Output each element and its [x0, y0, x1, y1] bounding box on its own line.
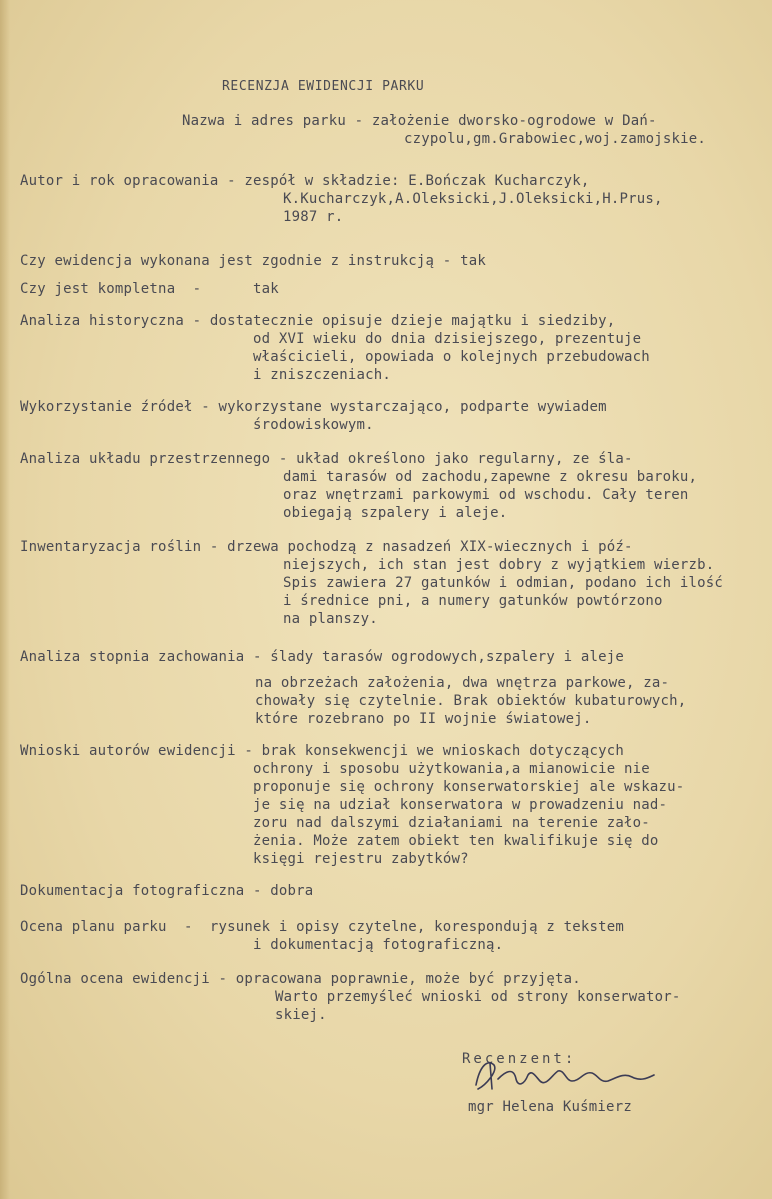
- inventory-line-1: Inwentaryzacja roślin - drzewa pochodzą z nasadzeń XIX-wiecznych i póź-: [20, 539, 633, 555]
- conclusions-line-5: zoru nad dalszymi działaniami na terenie zało-: [253, 815, 650, 831]
- photo-doc-line: Dokumentacja fotograficzna - dobra: [20, 883, 314, 899]
- layout-line-2: dami tarasów od zachodu,zapewne z okresu baroku,: [283, 469, 698, 485]
- sources-line-1: Wykorzystanie źródeł - wykorzystane wystarczająco, podparte wywiadem: [20, 399, 607, 415]
- conclusions-line-6: żenia. Może zatem obiekt ten kwalifikuje się do: [253, 833, 659, 849]
- author-line-1: Autor i rok opracowania - zespół w składzie: E.Bończak Kucharczyk,: [20, 173, 590, 189]
- history-line-3: właścicieli, opowiada o kolejnych przebudowach: [253, 349, 650, 365]
- conclusions-line-2: ochrony i sposobu użytkowania,a mianowicie nie: [253, 761, 650, 777]
- plan-line-2: i dokumentacją fotograficzną.: [253, 937, 504, 953]
- conclusions-line-1: Wnioski autorów ewidencji - brak konsekwencji we wnioskach dotyczących: [20, 743, 625, 759]
- history-line-4: i zniszczeniach.: [253, 367, 392, 383]
- document-title: RECENZJA EWIDENCJI PARKU: [222, 79, 425, 94]
- overall-line-3: skiej.: [275, 1007, 327, 1023]
- completeness-label: Czy jest kompletna -: [20, 281, 202, 297]
- conclusions-line-7: księgi rejestru zabytków?: [253, 851, 469, 867]
- paper-edge-shadow: [0, 0, 10, 1199]
- preservation-line-1: Analiza stopnia zachowania - ślady tarasów ogrodowych,szpalery i aleje: [20, 649, 625, 665]
- author-line-2: K.Kucharczyk,A.Oleksicki,J.Oleksicki,H.Prus,: [283, 191, 663, 207]
- layout-line-1: Analiza układu przestrzennego - układ określono jako regularny, ze śla-: [20, 451, 633, 467]
- conclusions-line-3: proponuje się ochrony konserwatorskiej ale wskazu-: [253, 779, 685, 795]
- completeness-value: tak: [253, 281, 279, 297]
- sources-line-2: środowiskowym.: [253, 417, 374, 433]
- park-name-line-1: Nazwa i adres parku - założenie dworsko-ogrodowe w Dań-: [182, 113, 657, 129]
- conclusions-line-4: je się na udział konserwatora w prowadzeniu nad-: [253, 797, 668, 813]
- inventory-line-2: niejszych, ich stan jest dobry z wyjątkiem wierzb.: [283, 557, 715, 573]
- preservation-line-2: na obrzeżach założenia, dwa wnętrza parkowe, za-: [255, 675, 670, 691]
- layout-line-4: obiegają szpalery i aleje.: [283, 505, 508, 521]
- compliance-line: Czy ewidencja wykonana jest zgodnie z instrukcją - tak: [20, 253, 486, 269]
- preservation-line-4: które rozebrano po II wojnie światowej.: [255, 711, 592, 727]
- overall-line-2: Warto przemyśleć wnioski od strony konserwator-: [275, 989, 681, 1005]
- preservation-line-3: chowały się czytelnie. Brak obiektów kubaturowych,: [255, 693, 687, 709]
- plan-line-1: Ocena planu parku - rysunek i opisy czytelne, korespondują z tekstem: [20, 919, 625, 935]
- inventory-line-5: na planszy.: [283, 611, 378, 627]
- reviewer-label: Recenzent:: [462, 1051, 577, 1067]
- inventory-line-3: Spis zawiera 27 gatunków i odmian, podano ich ilość: [283, 575, 724, 591]
- reviewer-name: mgr Helena Kuśmierz: [468, 1099, 632, 1115]
- overall-line-1: Ogólna ocena ewidencji - opracowana poprawnie, może być przyjęta.: [20, 971, 581, 987]
- history-line-2: od XVI wieku do dnia dzisiejszego, prezentuje: [253, 331, 642, 347]
- history-line-1: Analiza historyczna - dostatecznie opisuje dzieje majątku i siedziby,: [20, 313, 616, 329]
- park-name-line-2: czypolu,gm.Grabowiec,woj.zamojskie.: [404, 131, 707, 147]
- layout-line-3: oraz wnętrzami parkowymi od wschodu. Cały teren: [283, 487, 689, 503]
- inventory-line-4: i średnice pni, a numery gatunków powtórzono: [283, 593, 663, 609]
- author-line-3: 1987 r.: [283, 209, 344, 225]
- signature: [468, 1055, 678, 1095]
